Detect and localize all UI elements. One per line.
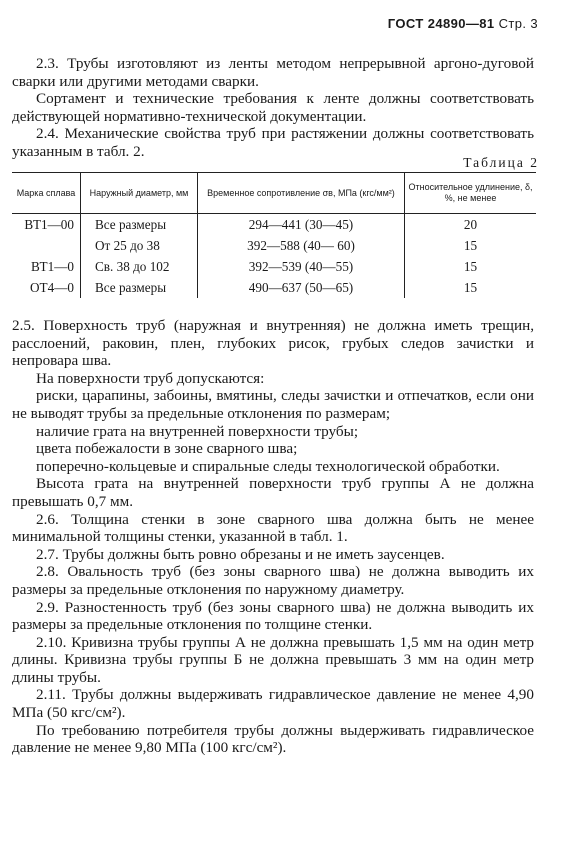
body-paragraph: На поверхности труб допускаются: xyxy=(36,369,265,387)
body-paragraph: 2.6. Толщина стенки в зоне сварного шва должна быть не менее минимальной толщины стенки, указанной в табл. 1. xyxy=(12,510,534,546)
header-tensile-strength: Временное сопротивление σв, МПа (кгс/мм²) xyxy=(198,173,405,214)
body-paragraph: 2.11. Трубы должны выдерживать гидравлическое давление не менее 4,90 МПа (50 кгс/см²). xyxy=(12,686,534,722)
cell-alloy: ОТ4—0 xyxy=(30,279,74,295)
header-alloy-grade: Марка сплава xyxy=(12,173,81,214)
table-caption: Таблица 2 xyxy=(463,155,539,170)
mechanical-properties-table xyxy=(12,172,536,298)
cell-alloy: ВТ1—00 xyxy=(24,216,74,232)
table-header-row xyxy=(12,173,536,214)
cell-strength: 294—441 (30—45) xyxy=(198,214,405,236)
cell-elongation: 20 xyxy=(405,214,537,236)
cell-strength: 490—637 (50—65) xyxy=(198,277,405,298)
body-paragraph: поперечно-кольцевые и спиральные следы технологической обработки. xyxy=(36,457,500,475)
paragraph-2-3: 2.3. Трубы изготовляют из ленты методом непрерывной аргоно-дуговой сварки или другими методами сварки. xyxy=(12,55,534,90)
cell-strength: 392—588 (40— 60) xyxy=(198,235,405,256)
table-row xyxy=(12,256,536,277)
body-paragraph: наличие грата на внутренней поверхности трубы; xyxy=(36,422,359,440)
cell-elongation: 15 xyxy=(405,235,537,256)
body-paragraph: цвета побежалости в зоне сварного шва; xyxy=(36,440,298,458)
body-paragraph: Высота грата на внутренней поверхности труб группы А не должна превышать 0,7 мм. xyxy=(12,475,534,510)
intro-section xyxy=(12,55,534,161)
table-row xyxy=(12,214,536,236)
paragraph-assortment: Сортамент и технические требования к ленте должны соответствовать действующей нормативно-технической документации. xyxy=(12,90,534,125)
standard-number: ГОСТ 24890—81 xyxy=(387,16,495,31)
body-paragraph: По требованию потребителя трубы должны выдерживать гидравлическое давление не менее 9,80 МПа (100 кгс/см²). xyxy=(12,721,534,757)
page-header xyxy=(388,16,538,31)
body-paragraph: 2.5. Поверхность труб (наружная и внутренняя) не должна иметь трещин, расслоений, раковин, плен, глубоких рисок, грубых следов зачистки и непровара шва. xyxy=(12,317,534,370)
body-paragraph: 2.9. Разностенность труб (без зоны сварного шва) не должна выводить их размеры за предельные отклонения по толщине стенки. xyxy=(12,598,534,634)
cell-diameter: Св. 38 до 102 xyxy=(81,256,198,277)
header-elongation: Относительное удлинение, δ, %, не менее xyxy=(405,173,537,214)
cell-diameter: Все размеры xyxy=(81,277,198,298)
body-paragraph: 2.7. Трубы должны быть ровно обрезаны и не иметь заусенцев. xyxy=(36,545,445,563)
body-paragraph: 2.8. Овальность труб (без зоны сварного шва) не должна выводить их размеры за предельные отклонения по наружному диаметру. xyxy=(12,563,534,598)
body-paragraph: риски, царапины, забоины, вмятины, следы зачистки и отпечатков, если они не выводят трубы за предельные отклонения по размерам; xyxy=(12,387,534,422)
header-outer-diameter: Наружный диаметр, мм xyxy=(81,173,198,214)
table-row xyxy=(12,277,536,298)
cell-diameter: Все размеры xyxy=(81,214,198,236)
cell-alloy xyxy=(12,235,81,256)
paragraph-2-4: 2.4. Механические свойства труб при растяжении должны соответствовать указанным в табл. 2. xyxy=(12,125,534,160)
cell-elongation: 15 xyxy=(405,277,537,298)
page-number: Стр. 3 xyxy=(498,16,538,31)
table-row xyxy=(12,235,536,256)
cell-strength: 392—539 (40—55) xyxy=(198,256,405,277)
cell-diameter: От 25 до 38 xyxy=(81,235,198,256)
cell-alloy: ВТ1—0 xyxy=(30,258,74,274)
body-section xyxy=(12,317,534,757)
body-paragraph: 2.10. Кривизна трубы группы А не должна превышать 1,5 мм на один метр длины. Кривизна трубы группы Б не должна превышать 3 мм на один метр длины трубы. xyxy=(12,633,534,686)
cell-elongation: 15 xyxy=(405,256,537,277)
